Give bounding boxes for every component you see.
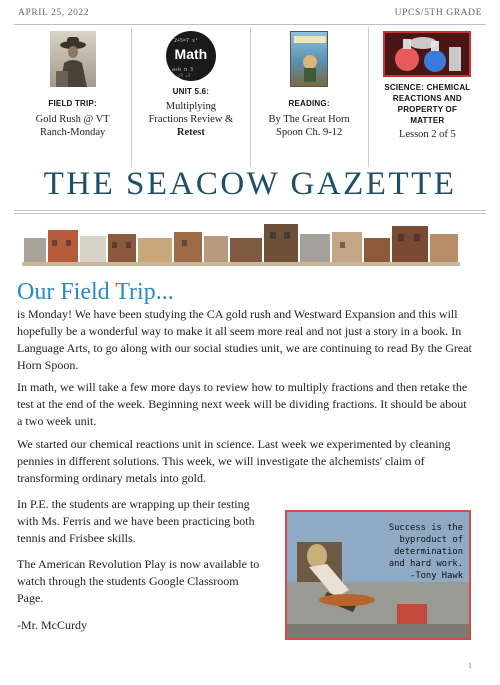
topic-columns (14, 27, 486, 167)
science-heading-line-4: MATTER (410, 116, 445, 125)
page-number: 1 (468, 661, 472, 670)
math-icon-label: Math (174, 46, 208, 62)
column-math (132, 27, 250, 167)
math-retest: Retest (176, 127, 205, 138)
svg-text:√9 =3: √9 =3 (177, 73, 190, 78)
skateboard-quote-image (285, 510, 471, 640)
issue-date: APRIL 25, 2022 (18, 8, 90, 18)
column-field-trip (14, 27, 132, 167)
field-trip-heading: FIELD TRIP: (48, 99, 97, 108)
cowboy-photo-icon (50, 31, 96, 87)
book-cover-icon (290, 31, 328, 87)
tony-hawk-quote (345, 522, 463, 582)
quote-line-5: -Tony Hawk (410, 571, 463, 581)
science-heading-line-1: SCIENCE: CHEMICAL (384, 83, 471, 92)
paragraph-science: We started our chemical reactions unit in science. Last week we experimented by cleaning pennies in different solutions. This week, we will investigate the alchemists' claim of transforming ordinary metals into gold. (17, 437, 451, 485)
science-heading-line-2: REACTIONS AND (392, 94, 462, 103)
signature: -Mr. McCurdy (17, 618, 87, 632)
svg-text:a÷b π 3: a÷b π 3 (171, 67, 193, 73)
masthead-divider-2 (14, 213, 486, 214)
science-lesson: Lesson 2 of 5 (398, 129, 456, 140)
paragraph-play: The American Revolution Play is now available to watch through the students Google Classroom Page. (17, 557, 260, 605)
reading-line-1: By The Great Horn (268, 114, 350, 125)
paragraph-intro: is Monday! We have been studying the CA gold rush and Westward Expansion and this will hopefully be a wonderful way to make it all seem more real and not just a story in a book. In Language Arts, to go along with our social studies unit, we are continuing to read By the Great Horn Spoon. (17, 307, 472, 372)
reading-heading: READING: (288, 99, 330, 108)
math-chalkboard-icon (166, 31, 216, 81)
page-header (14, 8, 486, 24)
article-heading: Our Field Trip... (17, 279, 174, 305)
masthead-divider-1 (14, 210, 486, 211)
column-reading (251, 27, 369, 167)
math-heading: UNIT 5.6: (172, 87, 210, 96)
top-divider (14, 24, 486, 25)
quote-line-3: determination (394, 547, 463, 557)
field-trip-line-1: Gold Rush @ VT (35, 114, 110, 125)
science-heading-line-3: PROPERTY OF (397, 105, 458, 114)
field-trip-line-2: Ranch-Monday (39, 127, 106, 138)
paragraph-math: In math, we will take a few more days to review how to multiply fractions and then retake the test at the end of the week. Beginning next week will be dividing fractions. It should be about a two week unit. (17, 380, 468, 428)
reading-line-2: Spoon Ch. 9-12 (276, 127, 343, 138)
quote-line-2: byproduct of (399, 535, 463, 545)
grade-label: UPCS/5TH GRADE (394, 8, 482, 18)
western-town-banner-icon (22, 216, 460, 266)
math-line-1: Multiplying (165, 101, 216, 112)
svg-text:2+5=7 x²: 2+5=7 x² (173, 38, 198, 44)
paragraph-pe: In P.E. the students are wrapping up their testing with Ms. Ferris and we have been practicing both tennis and Frisbee skills. (17, 497, 255, 545)
math-line-2: Fractions Review & (148, 114, 234, 125)
chemistry-flasks-icon (383, 31, 471, 77)
quote-line-4: and hard work. (388, 559, 463, 569)
quote-line-1: Success is the (388, 523, 463, 533)
column-science (369, 27, 486, 167)
newsletter-masthead: THE SEACOW GAZETTE (43, 166, 457, 202)
